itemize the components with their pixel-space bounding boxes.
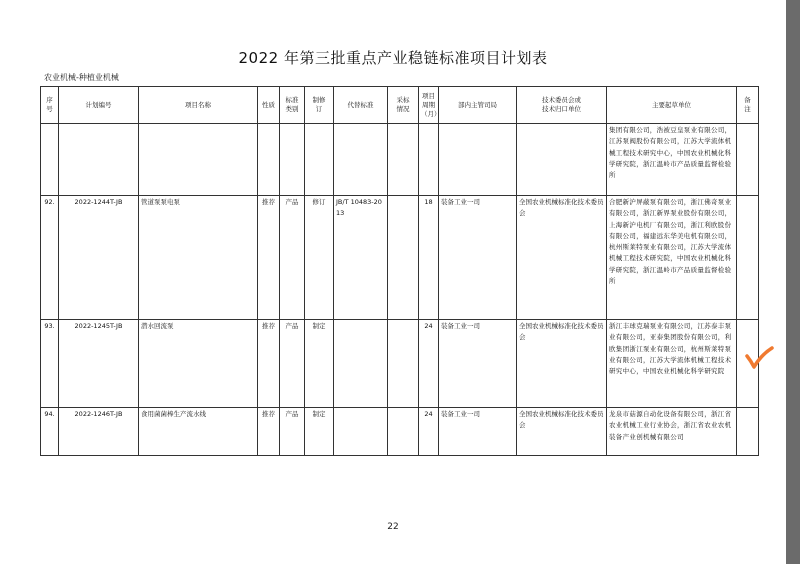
header-remark: 备 注	[737, 87, 759, 124]
cell-drafter: 浙江丰球克瑞泵业有限公司，江苏泰丰泵业有限公司，亚泰集团股份有限公司，利欧集团浙江泵业有限公司，杭州斯莱特泵业有限公司，江苏大学流体机械工程技术研究中心，中国农业机械化科学研究院	[607, 320, 737, 408]
cell-ministry: 装备工业一司	[439, 408, 517, 456]
cell-nature: 推荐	[258, 320, 280, 408]
header-revise: 制修 订	[305, 87, 334, 124]
header-seq: 序 号	[41, 87, 59, 124]
header-drafter: 主要起草单位	[607, 87, 737, 124]
cell-revise	[305, 124, 334, 196]
header-period: 项目 周期 （月）	[419, 87, 439, 124]
cell-seq	[41, 124, 59, 196]
cell-std-type: 产品	[280, 320, 305, 408]
cell-replace	[334, 320, 388, 408]
cell-committee	[517, 124, 607, 196]
cell-replace	[334, 408, 388, 456]
header-std-type: 标准 类别	[280, 87, 305, 124]
header-plan-no: 计划编号	[59, 87, 139, 124]
header-committee: 技术委员会或 技术归口单位	[517, 87, 607, 124]
cell-seq: 92.	[41, 196, 59, 320]
checkmark-annotation-icon	[744, 343, 774, 373]
cell-std-type	[280, 124, 305, 196]
cell-plan-no: 2022-1245T-JB	[59, 320, 139, 408]
cell-nature	[258, 124, 280, 196]
cell-committee: 全国农业机械标准化技术委员会	[517, 408, 607, 456]
cell-remark	[737, 196, 759, 320]
table-row	[41, 408, 759, 456]
cell-ministry	[439, 124, 517, 196]
cell-adopt	[388, 320, 419, 408]
table-row	[41, 196, 759, 320]
cell-remark	[737, 124, 759, 196]
cell-ministry: 装备工业一司	[439, 196, 517, 320]
cell-seq: 94.	[41, 408, 59, 456]
table-header-row	[41, 87, 759, 124]
cell-period: 18	[419, 196, 439, 320]
cell-ministry: 装备工业一司	[439, 320, 517, 408]
cell-nature: 推荐	[258, 196, 280, 320]
cell-name	[139, 124, 258, 196]
cell-name: 管道泵泵电泵	[139, 196, 258, 320]
cell-period: 24	[419, 320, 439, 408]
cell-name: 潜水回流泵	[139, 320, 258, 408]
cell-name: 食用菌菌棒生产流水线	[139, 408, 258, 456]
cell-revise: 制定	[305, 320, 334, 408]
page-number: 22	[387, 522, 399, 532]
cell-plan-no: 2022-1246T-JB	[59, 408, 139, 456]
cell-replace: JB/T 10483-2013	[334, 196, 388, 320]
cell-std-type: 产品	[280, 196, 305, 320]
cell-adopt	[388, 124, 419, 196]
plan-table	[40, 86, 759, 456]
category-label: 农业机械-种植业机械	[44, 73, 119, 82]
cell-seq: 93.	[41, 320, 59, 408]
cell-std-type: 产品	[280, 408, 305, 456]
cell-revise: 制定	[305, 408, 334, 456]
cell-period: 24	[419, 408, 439, 456]
cell-committee: 全国农业机械标准化技术委员会	[517, 196, 607, 320]
cell-period	[419, 124, 439, 196]
cell-drafter: 合肥新沪屏蔽泵有限公司，浙江佛奇泵业有限公司，浙江新界泵业股份有限公司，上海新沪电机厂有限公司，浙江利欧股份有限公司，福建远东华美电机有限公司，杭州斯莱特泵业有限公司，江苏大学流体机械工程技术研究院，中国农业机械化科学研究院，浙江温岭市产品质量监督检验所	[607, 196, 737, 320]
document-title: 2022 年第三批重点产业稳链标准项目计划表	[238, 49, 548, 67]
header-nature: 性质	[258, 87, 280, 124]
table-row	[41, 124, 759, 196]
cell-revise: 修订	[305, 196, 334, 320]
header-ministry: 部内主管司局	[439, 87, 517, 124]
cell-adopt	[388, 196, 419, 320]
table-row	[41, 320, 759, 408]
cell-plan-no	[59, 124, 139, 196]
cell-nature: 推荐	[258, 408, 280, 456]
cell-replace	[334, 124, 388, 196]
cell-drafter: 龙泉市菇源自动化设备有限公司，浙江省农业机械工业行业协会，浙江省农业农机装备产业创机械有限公司	[607, 408, 737, 456]
cell-committee: 全国农业机械标准化技术委员会	[517, 320, 607, 408]
cell-plan-no: 2022-1244T-JB	[59, 196, 139, 320]
cell-drafter: 集团有限公司，浩被豆皇泵业有限公司，江苏泵阀股份有限公司，江苏大学流体机械工程技术研究中心，中国农业机械化科学研究院，浙江温岭市产品质量监督检验所	[607, 124, 737, 196]
header-name: 项目名称	[139, 87, 258, 124]
cell-adopt	[388, 408, 419, 456]
header-adopt: 采标 情况	[388, 87, 419, 124]
header-replace: 代替标准	[334, 87, 388, 124]
cell-remark	[737, 408, 759, 456]
